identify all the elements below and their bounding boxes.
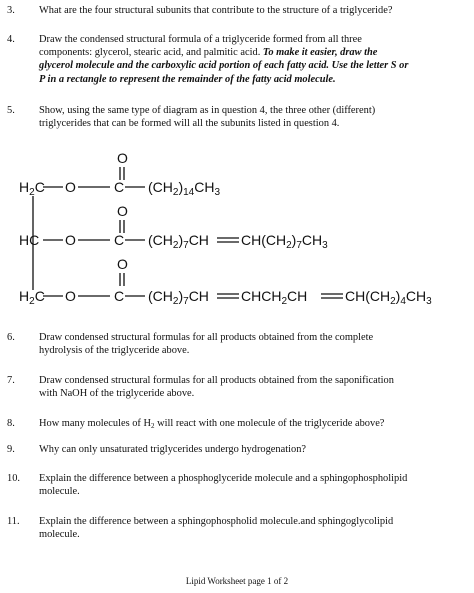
carbonyl-carbon: C	[114, 288, 125, 304]
fatty-acid-chain: $(CH_2)_{14}CH_3$	[148, 179, 221, 198]
carbonyl-carbon: C	[114, 179, 125, 195]
question-text	[39, 33, 408, 86]
question-text: Why can only unsaturated triglycerides undergo hydrogenation?	[39, 444, 306, 455]
carbonyl-carbon: C	[114, 232, 125, 248]
subscript: 2	[150, 422, 155, 430]
question-number: 7.	[7, 375, 15, 386]
question-number: 4.	[7, 34, 15, 45]
fatty-acid-chain-part: $(CH_2)_7CH$	[148, 232, 209, 251]
question-line-plain: components: glycerol, stearic acid, and palmitic acid.	[39, 47, 261, 59]
question-text	[39, 515, 393, 541]
question-number: 9.	[7, 444, 15, 455]
fatty-acid-chain-part: $CHCH_2CH$	[241, 288, 308, 307]
question-text: What are the four structural subunits that contribute to the structure of a triglyceride?	[39, 5, 393, 16]
question-number: 3.	[7, 5, 15, 16]
question-line: Show, using the same type of diagram as in question 4, the three other (different)	[39, 105, 376, 116]
glycerol-carbon-1: $H_2C$	[19, 179, 45, 198]
question-line: triglycerides that can be formed will all the subunits listed in question 4.	[39, 118, 340, 130]
question-line: with NaOH of the triglyceride above.	[39, 388, 195, 400]
question-line: molecule.	[39, 486, 80, 498]
question-text-part: How many molecules of H	[39, 418, 151, 429]
ester-oxygen: O	[65, 232, 76, 248]
question-number: 6.	[7, 332, 15, 343]
glycerol-carbon-2: HC	[19, 232, 40, 248]
question-line-emphasis: To make it easier, draw the	[262, 47, 378, 59]
question-line: Explain the difference between a sphingophospholid molecule.and sphingoglycolipid	[39, 516, 394, 527]
question-text	[39, 104, 375, 130]
fatty-acid-chain-part: $CH(CH_2)_7CH_3$	[241, 232, 328, 251]
question-number: 5.	[7, 105, 15, 116]
page-footer: Lipid Worksheet page 1 of 2	[185, 576, 289, 586]
question-line: Draw the condensed structural formula of a triglyceride formed from all three	[39, 34, 362, 45]
glycerol-carbon-3: $H_2C$	[19, 288, 45, 307]
ester-oxygen: O	[65, 288, 76, 304]
question-text	[39, 417, 384, 430]
question-text	[39, 331, 373, 357]
question-line: hydrolysis of the triglyceride above.	[39, 345, 190, 357]
ester-oxygen: O	[65, 179, 76, 195]
question-number: 8.	[7, 418, 15, 429]
question-line: Explain the difference between a phosphoglyceride molecule and a sphingophospholipid	[39, 473, 408, 484]
fatty-acid-chain-part: $CH(CH_2)_4CH_3$	[345, 288, 432, 307]
question-number: 11.	[7, 516, 20, 527]
question-text-part: will react with one molecule of the triglyceride above?	[154, 418, 385, 429]
question-line: P in a rectangle to represent the remainder of the fatty acid molecule.	[39, 73, 336, 85]
carbonyl-oxygen: O	[117, 256, 128, 272]
question-line: Draw condensed structural formulas for all products obtained from the saponification	[39, 375, 394, 386]
question-line: Draw condensed structural formulas for all products obtained from the complete	[39, 332, 374, 343]
question-number: 10.	[7, 473, 20, 484]
triglyceride-structure-diagram	[0, 150, 474, 315]
carbonyl-oxygen: O	[117, 150, 128, 166]
question-line: molecule.	[39, 529, 80, 541]
fatty-acid-chain-part: $(CH_2)_7CH$	[148, 288, 209, 307]
question-line: glycerol molecule and the carboxylic acid portion of each fatty acid. Use the letter S or	[39, 60, 409, 72]
question-text	[39, 472, 407, 498]
carbonyl-oxygen: O	[117, 203, 128, 219]
question-text	[39, 374, 394, 400]
question-line	[39, 46, 408, 59]
